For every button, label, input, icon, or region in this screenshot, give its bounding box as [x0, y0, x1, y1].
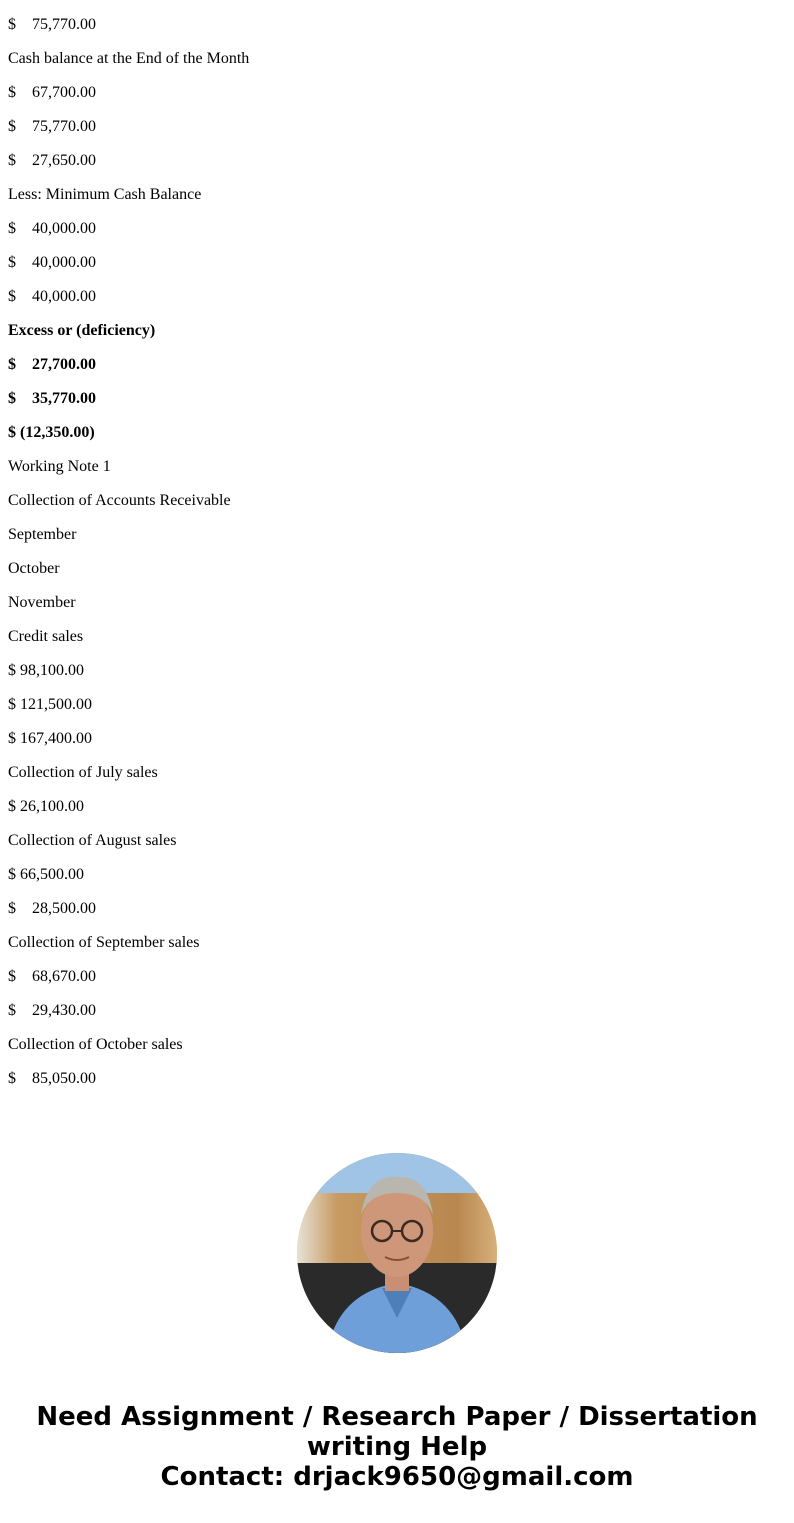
document-line: $ 40,000.00 — [8, 254, 96, 271]
cta-line-1: Need Assignment / Research Paper / Dissertation — [36, 1402, 758, 1432]
footer — [0, 1153, 794, 1492]
document-line: $ 66,500.00 — [8, 866, 84, 883]
document-line: Credit sales — [8, 628, 84, 645]
cta-line-2: writing Help — [306, 1432, 488, 1462]
document-line: October — [8, 560, 60, 577]
document-line: Collection of Accounts Receivable — [8, 492, 231, 509]
author-avatar — [297, 1153, 497, 1353]
document-line — [8, 0, 788, 8]
document-line: $ 167,400.00 — [8, 730, 92, 747]
document-line: Collection of August sales — [8, 832, 177, 849]
document-line: Cash balance at the End of the Month — [8, 50, 250, 67]
document-line: $ 26,100.00 — [8, 798, 84, 815]
document-line: $ 121,500.00 — [8, 696, 92, 713]
document-line: $ 29,430.00 — [8, 1002, 96, 1019]
document-line: $ 68,670.00 — [8, 968, 96, 985]
document-line: Excess or (deficiency) — [8, 322, 156, 339]
document-line: $ 35,770.00 — [8, 390, 96, 407]
document-line: $ (12,350.00) — [8, 424, 95, 441]
document-line: Collection of July sales — [8, 764, 158, 781]
document-line: $ 75,770.00 — [8, 16, 96, 33]
document-line: $ 28,500.00 — [8, 900, 96, 917]
document-line: $ 40,000.00 — [8, 220, 96, 237]
document-line: Collection of September sales — [8, 934, 200, 951]
document-line: $ 27,700.00 — [8, 356, 96, 373]
document-line: November — [8, 594, 76, 611]
document-line: September — [8, 526, 77, 543]
contact-email: Contact: drjack9650@gmail.com — [160, 1462, 634, 1492]
document-line: $ 40,000.00 — [8, 288, 96, 305]
document-line: Collection of October sales — [8, 1036, 183, 1053]
document-line: $ 98,100.00 — [8, 662, 84, 679]
document-line: $ 85,050.00 — [8, 1070, 96, 1087]
document-line: $ 75,770.00 — [8, 118, 96, 135]
document-line: Working Note 1 — [8, 458, 111, 475]
document-line: $ 67,700.00 — [8, 84, 96, 101]
document-line: Less: Minimum Cash Balance — [8, 186, 202, 203]
document-line: $ 27,650.00 — [8, 152, 96, 169]
author-portrait-icon — [297, 1153, 497, 1353]
document-lines — [8, 0, 788, 1096]
contact-banner — [0, 1402, 794, 1492]
